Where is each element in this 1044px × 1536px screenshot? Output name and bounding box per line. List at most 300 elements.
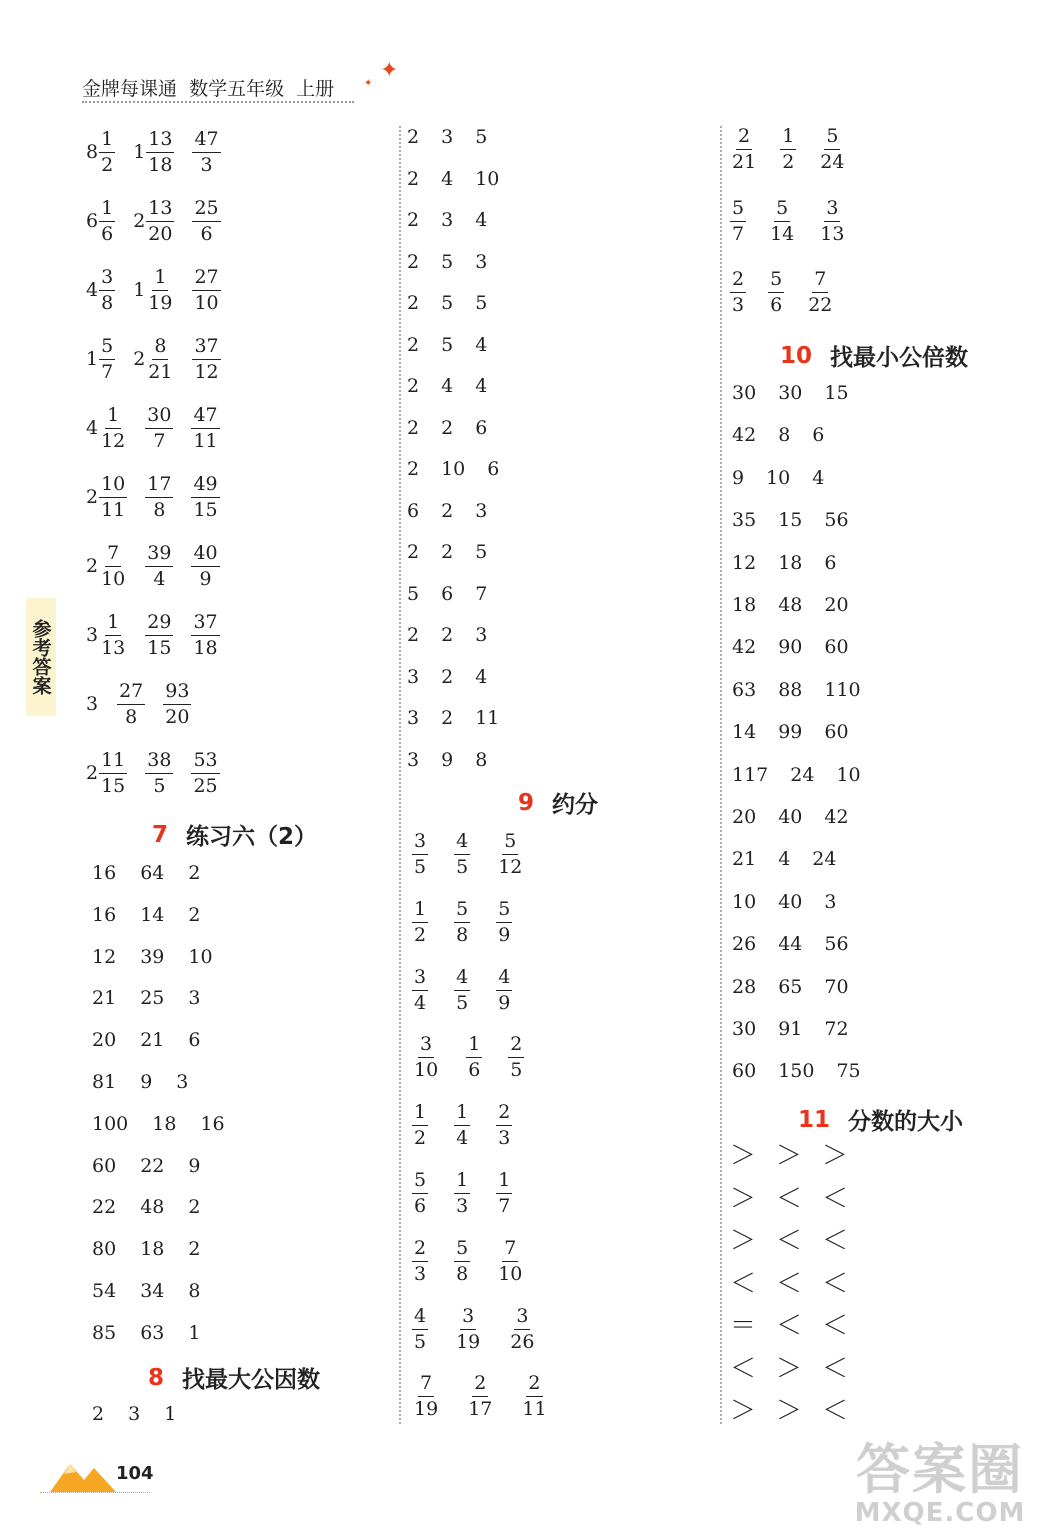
answer-value: 2 — [441, 499, 454, 522]
denominator: 11 — [193, 430, 218, 452]
fraction-answer — [133, 337, 174, 382]
answer-value: 9 — [188, 1154, 201, 1177]
fraction — [454, 1171, 470, 1216]
fraction-answer — [454, 897, 470, 946]
answer-value: 24 — [790, 763, 815, 786]
numerator: 5 — [730, 199, 746, 222]
numerator: 30 — [145, 406, 173, 429]
answer-value: 22 — [140, 1154, 165, 1177]
numerator: 1 — [454, 1171, 470, 1194]
answer-row — [407, 377, 487, 396]
answer-row — [92, 1073, 188, 1092]
fraction — [412, 1304, 428, 1353]
denominator: 19 — [414, 1398, 439, 1421]
answer-value: 18 — [778, 551, 803, 574]
denominator: 25 — [193, 775, 218, 797]
answer-row — [92, 1112, 225, 1135]
answer-row — [92, 1240, 200, 1259]
answer-value: 34 — [140, 1280, 165, 1302]
denominator: 6 — [468, 1059, 481, 1082]
answer-value: 10 — [732, 890, 757, 913]
answer-value: ＞ — [776, 1353, 803, 1384]
numerator: 1 — [454, 1103, 470, 1126]
answer-row — [86, 613, 220, 658]
fraction-answer — [192, 199, 220, 244]
answer-value: 2 — [188, 862, 201, 884]
answer-value: 2 — [407, 458, 420, 480]
numerator: 3 — [460, 1307, 476, 1330]
fraction — [454, 1103, 470, 1148]
answer-row — [92, 903, 201, 926]
answer-value: 2 — [441, 707, 454, 729]
fraction — [412, 1374, 440, 1419]
answer-value: ＜ — [730, 1353, 757, 1384]
fraction-answer — [412, 1236, 428, 1285]
answer-row — [407, 167, 500, 190]
answer-value: 42 — [732, 424, 757, 447]
fraction — [145, 406, 173, 451]
fraction — [99, 613, 127, 658]
answer-value: ＞ — [776, 1396, 803, 1426]
fraction-answer — [496, 832, 524, 877]
answer-row — [407, 543, 487, 562]
answer-value: 12 — [732, 551, 757, 574]
denominator: 9 — [498, 991, 511, 1014]
fraction — [99, 268, 115, 313]
answer-row — [407, 709, 499, 728]
answer-value: 100 — [92, 1112, 129, 1135]
denominator: 2 — [414, 1127, 427, 1150]
fraction-answer — [508, 1304, 536, 1353]
answer-row — [407, 211, 487, 230]
answer-row — [732, 384, 849, 403]
answer-value: 2 — [441, 624, 454, 646]
fraction-answer — [145, 613, 173, 658]
answer-row — [92, 1154, 201, 1177]
numerator: 49 — [191, 475, 219, 498]
answer-row — [412, 832, 524, 877]
fraction-answer — [86, 695, 99, 714]
fraction — [454, 1236, 470, 1285]
numerator: 4 — [412, 1307, 428, 1330]
numerator: 27 — [117, 682, 145, 705]
answer-value: 2 — [407, 416, 420, 439]
fraction — [191, 544, 219, 589]
numerator: 17 — [145, 475, 173, 498]
denominator: 18 — [148, 154, 173, 176]
answer-row — [86, 130, 221, 175]
whole-number: 6 — [86, 210, 99, 232]
answer-row — [732, 763, 861, 786]
fraction-answer — [133, 199, 174, 244]
answer-value: 9 — [441, 748, 454, 771]
fraction-answer — [454, 1236, 470, 1285]
section-number: 11 — [798, 1106, 831, 1133]
answer-value: 44 — [778, 933, 803, 956]
fraction-answer — [466, 1374, 494, 1419]
answer-value: 10 — [441, 458, 466, 480]
fraction-answer — [454, 965, 470, 1014]
numerator: 1 — [99, 199, 115, 222]
answer-row — [732, 596, 849, 615]
fraction — [818, 196, 846, 245]
fraction — [780, 127, 796, 172]
answer-row — [86, 337, 221, 382]
answer-value: 4 — [475, 333, 488, 356]
denominator: 3 — [732, 294, 745, 316]
answer-row — [412, 965, 512, 1014]
answer-value: 28 — [732, 975, 757, 998]
numerator: 8 — [152, 337, 168, 360]
fraction-answer — [86, 337, 115, 382]
answer-value: 21 — [92, 987, 117, 1010]
numerator: 3 — [412, 968, 428, 991]
answer-value: 42 — [824, 806, 849, 828]
section-heading-11 — [798, 1103, 963, 1136]
numerator: 5 — [502, 832, 518, 855]
answer-value: 63 — [732, 678, 757, 701]
answer-value: 16 — [200, 1112, 225, 1135]
answer-value: 10 — [836, 763, 861, 786]
answer-value: ＜ — [822, 1311, 849, 1341]
answer-value: 2 — [407, 333, 420, 356]
fraction-answer — [454, 1103, 470, 1148]
section-heading-10 — [780, 339, 968, 372]
fraction-answer — [412, 1103, 428, 1148]
section-heading-8 — [148, 1361, 320, 1394]
fraction — [520, 1374, 548, 1419]
fraction — [412, 1035, 440, 1080]
fraction-answer — [730, 270, 746, 315]
answer-row — [730, 196, 846, 245]
watermark-url: MXQE.COM — [854, 1498, 1026, 1528]
numerator: 7 — [418, 1374, 434, 1397]
answer-value: 56 — [824, 933, 849, 956]
fraction-answer — [192, 130, 220, 175]
denominator: 11 — [101, 499, 126, 521]
fraction-answer — [412, 965, 428, 1014]
answer-value: 6 — [824, 551, 837, 574]
denominator: 15 — [101, 775, 126, 797]
denominator: 15 — [147, 637, 172, 659]
fraction-answer — [496, 1236, 524, 1285]
fraction — [454, 897, 470, 946]
answer-value: 9 — [732, 466, 745, 489]
answer-value: 3 — [407, 707, 420, 729]
answer-row — [92, 989, 200, 1008]
answer-value: ＞ — [776, 1141, 803, 1171]
fraction-answer — [86, 751, 127, 796]
answer-row — [407, 250, 488, 273]
answer-value: 2 — [407, 292, 420, 314]
answer-value: 5 — [475, 292, 488, 314]
header-underline — [82, 101, 354, 103]
answer-row — [732, 638, 849, 657]
numerator: 39 — [145, 544, 173, 567]
fraction — [454, 832, 470, 877]
denominator: 6 — [200, 223, 213, 245]
fraction-answer — [145, 751, 173, 796]
fraction — [145, 475, 173, 520]
watermark-logo: 答案圈 — [856, 1438, 1024, 1501]
numerator: 5 — [454, 900, 470, 923]
column-divider — [399, 126, 401, 1424]
answer-value: 4 — [778, 848, 791, 871]
answer-value: 3 — [407, 748, 420, 771]
denominator: 3 — [498, 1127, 511, 1150]
answer-row — [412, 1236, 524, 1285]
answer-value: 5 — [441, 333, 454, 356]
answer-value: 2 — [407, 167, 420, 190]
answer-row — [86, 751, 220, 796]
fraction-answer — [191, 613, 219, 658]
denominator: 5 — [456, 991, 469, 1014]
answer-value: ＝ — [730, 1311, 757, 1341]
denominator: 10 — [414, 1059, 439, 1082]
answer-value: 64 — [140, 862, 165, 884]
answer-value: 21 — [732, 848, 757, 871]
answer-value: 22 — [92, 1196, 117, 1219]
answer-value: ＞ — [730, 1226, 757, 1256]
answer-row — [92, 1321, 201, 1344]
answer-value: 1 — [164, 1403, 177, 1425]
numerator: 37 — [191, 613, 219, 636]
denominator: 9 — [199, 568, 212, 590]
fraction — [466, 1374, 494, 1419]
answer-value: 26 — [732, 933, 757, 956]
numerator: 5 — [774, 199, 790, 222]
answer-value: 35 — [732, 509, 757, 532]
fraction — [99, 199, 115, 244]
numerator: 2 — [736, 127, 752, 150]
fraction — [146, 337, 174, 382]
answer-row — [730, 270, 834, 315]
fraction — [191, 613, 219, 658]
denominator: 21 — [148, 361, 173, 383]
fraction-answer — [520, 1374, 548, 1419]
denominator: 17 — [468, 1398, 493, 1421]
answer-value: ＞ — [730, 1396, 757, 1426]
fraction-answer — [86, 268, 115, 313]
answer-value: 25 — [140, 987, 165, 1010]
denominator: 7 — [732, 222, 745, 245]
numerator: 3 — [99, 268, 115, 291]
answer-value: ＜ — [822, 1353, 849, 1384]
denominator: 19 — [456, 1330, 481, 1353]
answer-value: 10 — [766, 466, 791, 489]
denominator: 10 — [101, 568, 126, 590]
fraction — [191, 751, 219, 796]
answer-value: 40 — [778, 890, 803, 913]
numerator: 3 — [418, 1035, 434, 1058]
answer-value: 8 — [475, 748, 488, 771]
answer-value: ＜ — [776, 1311, 803, 1341]
column-divider — [720, 126, 722, 1424]
fraction — [496, 1171, 512, 1216]
answer-value: 80 — [92, 1238, 117, 1261]
answer-value: 72 — [824, 1018, 849, 1040]
answer-value: 5 — [441, 250, 454, 273]
answer-value: 39 — [140, 945, 165, 968]
fraction-answer — [496, 897, 512, 946]
fraction — [730, 196, 746, 245]
fraction — [192, 130, 220, 175]
fraction-answer — [412, 832, 428, 877]
answer-row — [730, 1353, 849, 1384]
answer-value: 4 — [441, 375, 454, 397]
numerator: 29 — [145, 613, 173, 636]
denominator: 11 — [522, 1398, 547, 1421]
fraction-answer — [86, 199, 115, 244]
denominator: 21 — [732, 151, 757, 173]
denominator: 12 — [101, 430, 126, 452]
fraction-answer — [730, 127, 758, 172]
answer-row — [92, 945, 213, 968]
answer-value: 10 — [188, 945, 213, 968]
answer-row — [412, 1103, 512, 1148]
section-heading-9 — [518, 786, 598, 819]
fraction-answer — [133, 130, 174, 175]
denominator: 13 — [820, 222, 845, 245]
fraction-answer — [496, 1103, 512, 1148]
denominator: 18 — [193, 637, 218, 659]
numerator: 47 — [192, 130, 220, 153]
answer-row — [92, 1031, 200, 1050]
fraction-answer — [192, 268, 220, 313]
numerator: 3 — [824, 199, 840, 222]
answer-value: 20 — [92, 1029, 117, 1052]
answer-value: 18 — [140, 1238, 165, 1261]
answer-value: 3 — [176, 1071, 189, 1093]
fraction-answer — [454, 1171, 470, 1216]
fraction — [145, 751, 173, 796]
fraction — [496, 897, 512, 946]
sparkle-icon: ✦ — [364, 78, 373, 89]
fraction-answer — [508, 1035, 524, 1080]
answer-value: ＜ — [822, 1183, 849, 1214]
fraction — [99, 544, 127, 589]
whole-number: 1 — [86, 348, 99, 370]
answer-value: 2 — [441, 665, 454, 688]
answer-value: 42 — [732, 636, 757, 659]
numerator: 38 — [145, 751, 173, 774]
answer-value: 10 — [475, 167, 500, 190]
answer-value: 60 — [824, 636, 849, 659]
denominator: 3 — [456, 1195, 469, 1217]
answer-value: 24 — [812, 848, 837, 871]
answer-value: 3 — [475, 250, 488, 273]
fraction — [412, 1103, 428, 1148]
answer-value: 40 — [778, 806, 803, 828]
fraction — [412, 832, 428, 877]
denominator: 7 — [101, 361, 114, 383]
answer-value: 30 — [732, 382, 757, 404]
answer-row — [412, 897, 512, 946]
answer-value: 2 — [188, 903, 201, 926]
fraction-answer — [768, 270, 784, 315]
denominator: 4 — [456, 1127, 469, 1150]
numerator: 27 — [192, 268, 220, 291]
fraction-answer — [117, 682, 145, 727]
whole-number: 1 — [133, 141, 146, 163]
answer-value: 1 — [188, 1321, 201, 1344]
numerator: 5 — [768, 270, 784, 293]
answer-row — [732, 1020, 849, 1039]
denominator: 14 — [770, 222, 795, 245]
answer-value: ＜ — [822, 1226, 849, 1256]
answer-row — [86, 268, 221, 313]
fraction — [466, 1035, 482, 1080]
answer-value: 4 — [475, 209, 488, 231]
answer-value: 5 — [475, 126, 488, 148]
fraction — [412, 897, 428, 946]
section-number: 8 — [148, 1364, 165, 1391]
fraction — [146, 130, 174, 175]
section-title: 找最小公倍数 — [830, 345, 969, 371]
fraction-answer — [780, 127, 796, 172]
whole-number: 2 — [86, 555, 99, 577]
numerator: 1 — [412, 900, 428, 923]
section-title: 找最大公因数 — [182, 1367, 321, 1393]
answer-row — [730, 1183, 849, 1214]
answer-value: 2 — [407, 624, 420, 646]
star-icon: ✦ — [380, 58, 399, 83]
fraction-answer — [730, 196, 746, 245]
answer-value: 2 — [407, 375, 420, 397]
answer-value: 150 — [778, 1060, 815, 1083]
answer-value: 6 — [188, 1029, 201, 1052]
fraction-answer — [466, 1035, 482, 1080]
answer-value: 6 — [407, 499, 420, 522]
fraction-answer — [412, 1304, 428, 1353]
answer-value: ＞ — [730, 1141, 757, 1171]
fraction-answer — [454, 832, 470, 877]
answer-value: 18 — [732, 594, 757, 616]
numerator: 37 — [192, 337, 220, 360]
answer-row — [407, 460, 499, 479]
denominator: 4 — [153, 568, 166, 590]
section-heading-7 — [152, 818, 317, 851]
answer-value: 4 — [475, 665, 488, 688]
answer-value: 5 — [441, 292, 454, 314]
answer-value: 88 — [778, 678, 803, 701]
numerator: 2 — [472, 1374, 488, 1397]
numerator: 53 — [191, 751, 219, 774]
numerator: 1 — [105, 613, 121, 636]
fraction — [192, 337, 220, 382]
book-title: 金牌每课通 数学五年级 上册 — [82, 78, 335, 100]
answer-value: 20 — [824, 594, 849, 616]
numerator: 93 — [163, 682, 191, 705]
answer-value: 48 — [778, 594, 803, 616]
answer-value: 5 — [407, 582, 420, 605]
fraction — [145, 613, 173, 658]
denominator: 19 — [148, 292, 173, 314]
denominator: 2 — [101, 154, 114, 176]
fraction-answer — [412, 1171, 428, 1216]
denominator: 22 — [808, 294, 833, 316]
fraction-answer — [86, 613, 127, 658]
fraction — [99, 337, 115, 382]
denominator: 6 — [414, 1195, 427, 1217]
answer-value: 75 — [836, 1060, 861, 1083]
answer-value: ＜ — [730, 1268, 757, 1299]
answer-row — [732, 1062, 861, 1081]
numerator: 1 — [412, 1103, 428, 1126]
answer-value: 16 — [92, 903, 117, 926]
answer-value: 3 — [128, 1403, 141, 1425]
answer-value: 3 — [475, 624, 488, 646]
